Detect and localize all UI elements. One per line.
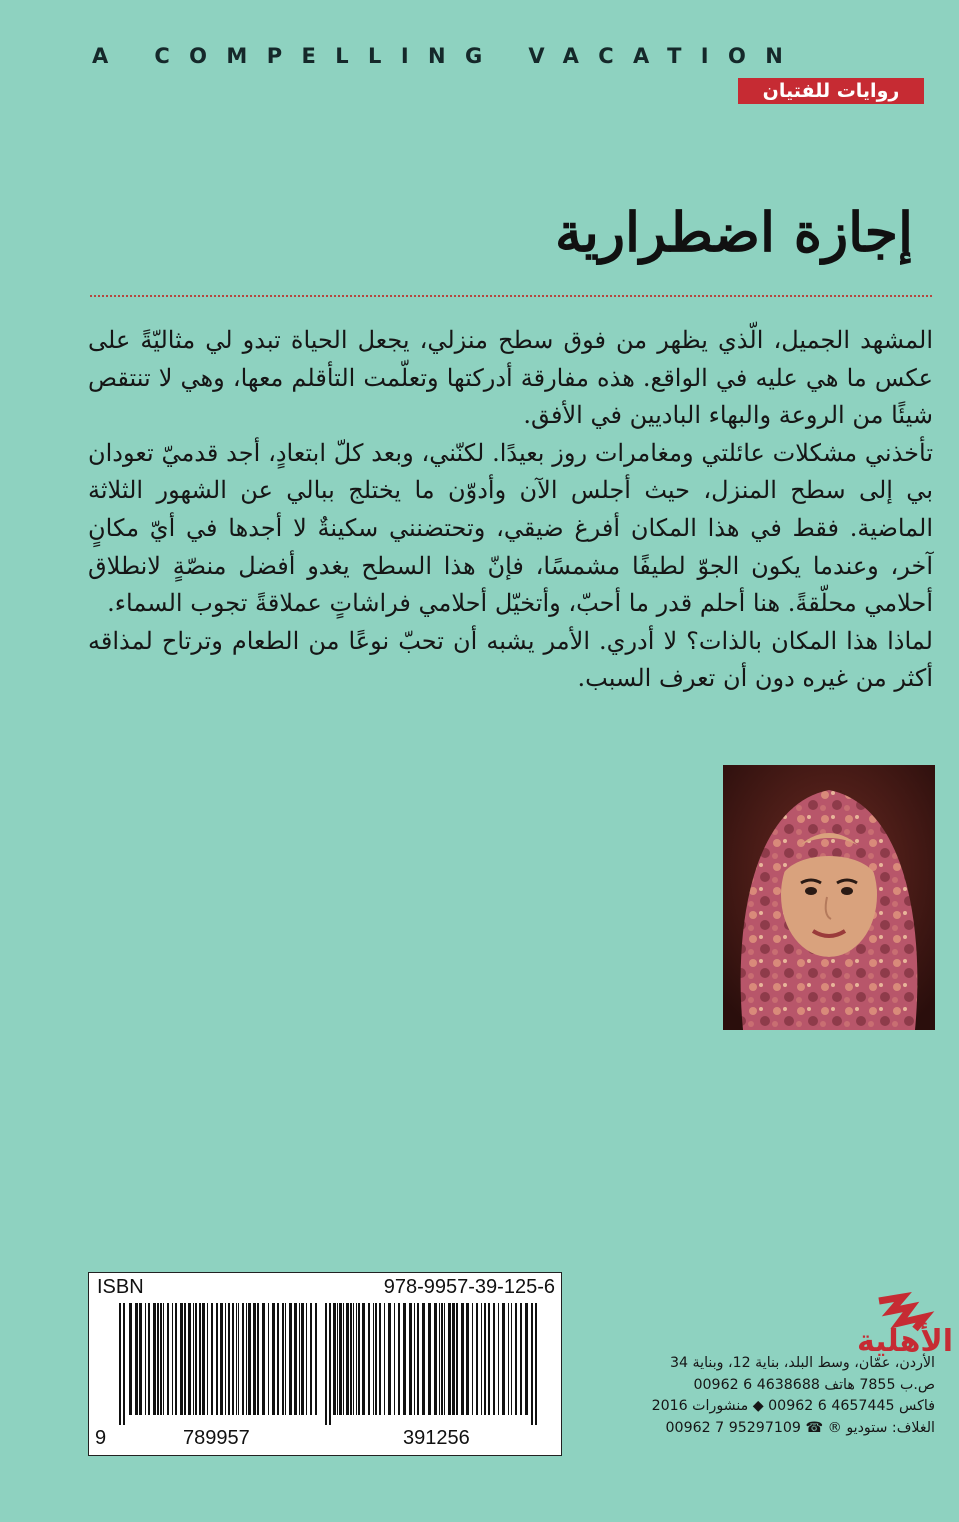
blurb [88,322,933,698]
barcode-bars-icon [99,1303,553,1425]
isbn-barcode [88,1272,562,1456]
barcode-digit-group: 789957 [183,1427,250,1449]
blurb-paragraph: تأخذني مشكلات عائلتي ومغامرات روز بعيدًا. لكنّني، وبعد كلّ ابتعادٍ، أجد قدميّ تعودان بي إلى سطح المنزل، حيث أجلس الآن وأدوّن ما يختلج ببالي عن الشهور الثلاثة الماضية. فقط في هذا المكان أفرغ ضيقي، وتحتضنني سكينةٌ لا أجدها في أيّ مكانٍ آخر، وعندما يكون الجوّ لطيفًا مشمسًا، فإنّ هذا السطح يغدو أفضل منصّةٍ لانطلاق أحلامي محلّقةً. هنا أحلم قدر ما أحبّ، وأتخيّل أحلامي فراشاتٍ عملاقةً تجوب السماء. [88,438,933,618]
publisher-logo [787,1295,954,1359]
isbn-label: ISBN [97,1276,144,1298]
publisher-info [565,1353,935,1439]
publisher-logo-text: الأهلية [856,1324,954,1359]
barcode-digit-group: 391256 [403,1427,470,1449]
series-english-title: A COMPELLING VACATION [92,44,803,68]
isbn-number: 978-9957-39-125-6 [383,1276,555,1298]
blurb-paragraph: لماذا هذا المكان بالذات؟ لا أدري. الأمر يشبه أن تحبّ نوعًا من الطعام وترتاح لمذاقه أكثر من غيره دون أن تعرف السبب. [88,626,933,693]
author-portrait-icon [723,765,935,1030]
title-divider [90,295,932,297]
cover-credit: الغلاف: ستوديو ® ☎ 95297109 7 00962 [665,1419,935,1436]
publisher-fax: فاكس 4657445 6 00962 ◆ منشورات 2016 [651,1398,935,1414]
author-photo [723,765,935,1030]
book-title: إجازة اضطرارية [554,200,913,264]
publisher-address: الأردن، عمّان، وسط البلد، بناية 12، وبناية 34 [669,1355,935,1371]
publisher-phone: ص.ب 7855 هاتف 4638688 6 00962 [693,1376,935,1393]
blurb-paragraph: المشهد الجميل، الّذي يظهر من فوق سطح منزلي، يجعل الحياة تبدو لي مثاليّةً على عكس ما هي عليه في الواقع. هذه مفارقة أدركتها وتعلّمت التأقلم معها، وهي لا تنتقص شيئًا من الروعة والبهاء الباديين في الأفق. [88,326,933,430]
barcode-digit-group: 9 [95,1427,107,1449]
imprint-badge: روايات للفتيان [738,78,924,104]
